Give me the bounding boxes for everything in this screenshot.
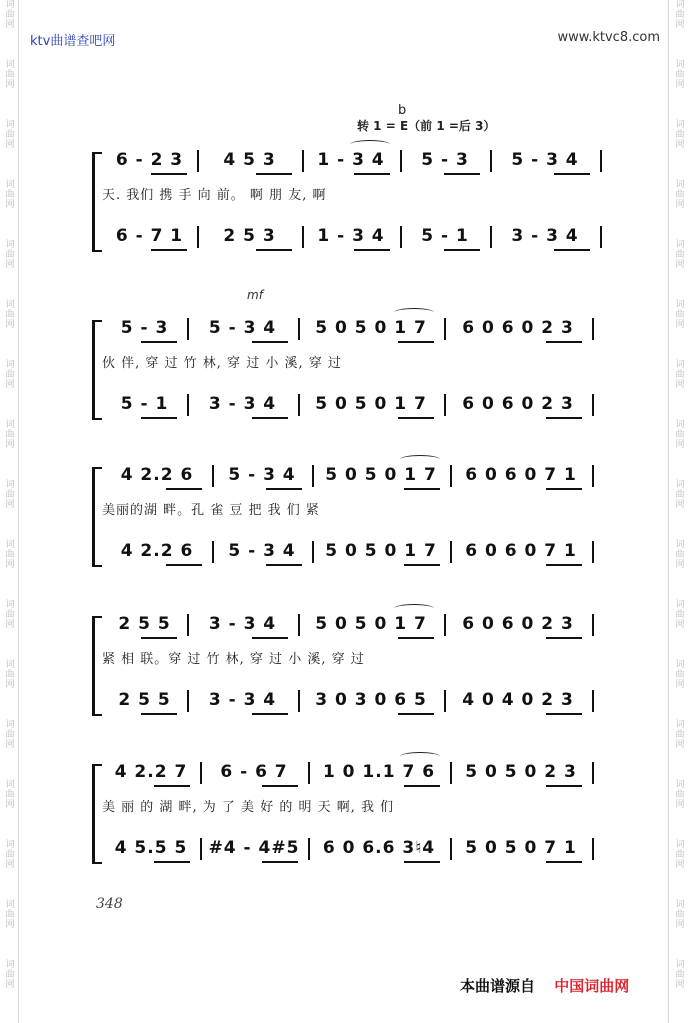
barline (592, 614, 594, 636)
eighth-note-beam (166, 564, 202, 566)
flat-sign: b (398, 103, 407, 118)
watermark-glyph: 词 (5, 960, 15, 970)
eighth-note-beam (252, 341, 288, 343)
barline (298, 690, 300, 712)
measure-notes: 6 - 2 3 (115, 150, 184, 170)
eighth-note-beam (354, 173, 390, 175)
measure-notes: 5 - 3 4 (208, 318, 277, 338)
header-site-url[interactable]: www.ktvc8.com (557, 30, 660, 45)
watermark-glyph: 词 (675, 180, 685, 190)
barline (444, 614, 446, 636)
watermark-glyph: 词 (675, 480, 685, 490)
measure-notes: 5 0 5 0 1 7 (315, 614, 427, 634)
measure-notes: 5 0 5 0 7 1 (465, 838, 577, 858)
upper-voice-line (0, 148, 690, 172)
key-change-marking (357, 103, 496, 134)
watermark-glyph: 曲 (5, 490, 15, 500)
watermark-glyph: 网 (5, 800, 15, 810)
eighth-note-beam (546, 785, 582, 787)
score-system (0, 463, 690, 573)
lyric-text: 美 丽 的 湖 畔, 为 了 美 好 的 明 天 啊, 我 们 (102, 800, 395, 815)
watermark-glyph: 词 (5, 660, 15, 670)
watermark-glyph: 网 (675, 140, 685, 150)
measure-notes: 5 - 1 (421, 226, 469, 246)
watermark-glyph: 词 (675, 60, 685, 70)
brace-cap-bottom (92, 418, 102, 420)
watermark-glyph: 曲 (675, 850, 685, 860)
watermark-glyph: 曲 (675, 490, 685, 500)
measure-notes: 4 2.2 7 (114, 762, 188, 782)
lyric-line (0, 352, 690, 376)
measure-notes: 6 0 6 0 2 3 (462, 394, 574, 414)
barline (302, 150, 304, 172)
watermark-glyph: 网 (675, 680, 685, 690)
watermark-glyph: 网 (675, 860, 685, 870)
eighth-note-beam (166, 488, 202, 490)
eighth-note-beam (266, 564, 302, 566)
watermark-glyph: 曲 (675, 610, 685, 620)
watermark-glyph: 曲 (5, 790, 15, 800)
barline (450, 762, 452, 784)
watermark-glyph-group (2, 720, 18, 750)
watermark-glyph: 网 (5, 320, 15, 330)
eighth-note-beam (141, 417, 177, 419)
measure-notes: 5 - 1 (120, 394, 169, 414)
eighth-note-beam (546, 637, 582, 639)
watermark-glyph: 曲 (675, 370, 685, 380)
watermark-glyph: 网 (5, 20, 15, 30)
watermark-glyph-group (2, 120, 18, 150)
watermark-glyph: 网 (5, 560, 15, 570)
measure-notes: 4 2.2 6 (120, 541, 194, 561)
score-system (0, 148, 690, 258)
lyric-text: 伙 伴, 穿 过 竹 林, 穿 过 小 溪, 穿 过 (102, 356, 342, 371)
eighth-note-beam (398, 713, 434, 715)
watermark-glyph: 曲 (5, 970, 15, 980)
watermark-glyph: 网 (675, 80, 685, 90)
measure-notes: 6 - 7 1 (115, 226, 184, 246)
measure-notes: 5 - 3 4 (511, 150, 579, 170)
eighth-note-beam (154, 785, 190, 787)
eighth-note-beam (256, 249, 292, 251)
barline (490, 226, 492, 248)
eighth-note-beam (354, 249, 390, 251)
measure-notes: 3 - 3 4 (208, 614, 277, 634)
footer-source-site[interactable]: 中国词曲网 (554, 977, 630, 995)
score-system (0, 760, 690, 870)
watermark-glyph: 曲 (5, 850, 15, 860)
upper-voice-line (0, 316, 690, 340)
barline (600, 150, 602, 172)
lyric-line (0, 796, 690, 820)
barline (197, 150, 199, 172)
barline (197, 226, 199, 248)
barline (400, 226, 402, 248)
watermark-glyph: 曲 (5, 670, 15, 680)
eighth-note-beam (444, 173, 480, 175)
measure-notes: 2 5 3 (223, 226, 276, 246)
measure-notes: 3 - 3 4 (208, 690, 277, 710)
dynamic-marking: mf (247, 288, 263, 302)
watermark-glyph: 网 (5, 860, 15, 870)
upper-voice-line (0, 612, 690, 636)
eighth-note-beam (404, 488, 440, 490)
barline (592, 394, 594, 416)
watermark-glyph: 词 (5, 180, 15, 190)
barline (302, 226, 304, 248)
header-site-name[interactable]: ktv曲谱查吧网 (30, 34, 116, 49)
watermark-glyph: 词 (675, 960, 685, 970)
barline (592, 541, 594, 563)
watermark-glyph: 词 (5, 900, 15, 910)
lower-voice-line (0, 224, 690, 248)
watermark-glyph: 曲 (5, 610, 15, 620)
measure-notes: #4 - 4#5 (208, 838, 300, 858)
watermark-glyph-group (2, 900, 18, 930)
watermark-glyph-group (2, 60, 18, 90)
watermark-glyph: 曲 (5, 10, 15, 20)
watermark-glyph: 词 (5, 600, 15, 610)
watermark-glyph: 词 (5, 60, 15, 70)
measure-notes: 6 0 6.6 3♮4 (322, 838, 436, 858)
watermark-glyph: 词 (5, 240, 15, 250)
eighth-note-beam (151, 173, 187, 175)
eighth-note-beam (444, 249, 480, 251)
key-change-text: 转 1 = E（前 1 =后 3） (357, 119, 496, 133)
measure-notes: 3 - 3 4 (208, 394, 277, 414)
score-system (0, 316, 690, 426)
measure-notes: 5 - 3 4 (228, 465, 296, 485)
eighth-note-beam (154, 861, 190, 863)
eighth-note-beam (404, 861, 440, 863)
barline (592, 762, 594, 784)
watermark-glyph: 网 (5, 620, 15, 630)
watermark-glyph: 词 (675, 240, 685, 250)
measure-notes: 3 - 3 4 (511, 226, 579, 246)
watermark-glyph: 曲 (5, 370, 15, 380)
measure-notes: 3 0 3 0 6 5 (315, 690, 427, 710)
footer-source (460, 975, 629, 996)
watermark-glyph-group (2, 960, 18, 990)
measure-notes: 5 0 5 0 1 7 (325, 541, 437, 561)
measure-notes: 4 2.2 6 (120, 465, 194, 485)
eighth-note-beam (262, 785, 298, 787)
watermark-glyph: 曲 (5, 550, 15, 560)
measure-notes: 2 5 5 (118, 614, 171, 634)
barline (187, 614, 189, 636)
eighth-note-beam (266, 488, 302, 490)
watermark-glyph: 网 (675, 20, 685, 30)
measure-notes: 5 0 5 0 2 3 (465, 762, 577, 782)
watermark-glyph: 曲 (5, 310, 15, 320)
barline (308, 838, 310, 860)
watermark-glyph: 网 (675, 800, 685, 810)
eighth-note-beam (546, 417, 582, 419)
measure-notes: 6 0 6 0 2 3 (462, 318, 574, 338)
eighth-note-beam (546, 564, 582, 566)
measure-notes: 4 5 3 (223, 150, 276, 170)
measure-notes: 5 0 5 0 1 7 (325, 465, 437, 485)
watermark-glyph: 网 (5, 200, 15, 210)
eighth-note-beam (256, 173, 292, 175)
slur-mark (350, 140, 390, 149)
barline (187, 394, 189, 416)
eighth-note-beam (141, 341, 177, 343)
barline (212, 541, 214, 563)
eighth-note-beam (398, 637, 434, 639)
measure-notes: 5 - 3 (120, 318, 169, 338)
watermark-glyph: 网 (675, 620, 685, 630)
eighth-note-beam (262, 861, 298, 863)
measure-notes: 6 0 6 0 2 3 (462, 614, 574, 634)
watermark-glyph: 曲 (675, 970, 685, 980)
barline (312, 541, 314, 563)
watermark-glyph: 网 (675, 500, 685, 510)
watermark-glyph: 网 (675, 320, 685, 330)
barline (592, 838, 594, 860)
watermark-glyph: 网 (675, 380, 685, 390)
measure-notes: 5 0 5 0 1 7 (315, 318, 427, 338)
barline (450, 838, 452, 860)
eighth-note-beam (546, 488, 582, 490)
eighth-note-beam (554, 249, 590, 251)
brace-cap-bottom (92, 565, 102, 567)
watermark-glyph: 词 (675, 900, 685, 910)
watermark-glyph: 曲 (5, 190, 15, 200)
measure-notes: 5 - 3 (421, 150, 469, 170)
watermark-glyph: 曲 (5, 70, 15, 80)
eighth-note-beam (398, 341, 434, 343)
measure-notes: 1 - 3 4 (317, 226, 385, 246)
watermark-glyph: 网 (675, 440, 685, 450)
watermark-glyph: 词 (675, 780, 685, 790)
slur-mark (400, 455, 440, 464)
watermark-glyph: 曲 (675, 130, 685, 140)
barline (200, 838, 202, 860)
watermark-glyph: 词 (5, 420, 15, 430)
watermark-glyph: 曲 (675, 310, 685, 320)
barline (490, 150, 492, 172)
watermark-glyph: 网 (5, 80, 15, 90)
watermark-glyph: 网 (5, 440, 15, 450)
watermark-glyph: 词 (5, 540, 15, 550)
watermark-glyph: 网 (5, 380, 15, 390)
watermark-glyph-group (672, 900, 688, 930)
barline (187, 318, 189, 340)
eighth-note-beam (398, 417, 434, 419)
watermark-glyph: 曲 (5, 730, 15, 740)
eighth-note-beam (546, 861, 582, 863)
watermark-glyph: 词 (675, 0, 685, 10)
watermark-glyph: 词 (5, 840, 15, 850)
eighth-note-beam (141, 713, 177, 715)
barline (444, 394, 446, 416)
watermark-glyph: 曲 (675, 190, 685, 200)
barline (308, 762, 310, 784)
watermark-glyph: 词 (675, 360, 685, 370)
watermark-glyph: 曲 (5, 430, 15, 440)
eighth-note-beam (554, 173, 590, 175)
watermark-glyph-group (672, 960, 688, 990)
watermark-glyph: 网 (675, 920, 685, 930)
barline (450, 541, 452, 563)
watermark-glyph: 网 (5, 920, 15, 930)
barline (592, 318, 594, 340)
slur-mark (394, 604, 434, 613)
barline (600, 226, 602, 248)
watermark-glyph: 词 (675, 600, 685, 610)
lyric-line (0, 184, 690, 208)
upper-voice-line (0, 760, 690, 784)
eighth-note-beam (546, 341, 582, 343)
watermark-glyph: 曲 (675, 250, 685, 260)
measure-notes: 6 - 6 7 (220, 762, 288, 782)
barline (298, 318, 300, 340)
slur-mark (394, 308, 434, 317)
watermark-glyph: 网 (5, 140, 15, 150)
lower-voice-line (0, 688, 690, 712)
watermark-glyph: 网 (5, 260, 15, 270)
page-number: 348 (96, 896, 123, 912)
brace-cap-bottom (92, 714, 102, 716)
measure-notes: 4 0 4 0 2 3 (462, 690, 574, 710)
watermark-glyph: 词 (675, 300, 685, 310)
watermark-glyph: 词 (5, 720, 15, 730)
barline (400, 150, 402, 172)
score-system (0, 612, 690, 722)
upper-voice-line (0, 463, 690, 487)
lyric-text: 美丽的湖 畔。孔 雀 豆 把 我 们 紧 (102, 503, 320, 518)
watermark-glyph: 曲 (675, 670, 685, 680)
watermark-glyph: 网 (675, 980, 685, 990)
watermark-glyph-group (2, 0, 18, 30)
eighth-note-beam (252, 417, 288, 419)
watermark-glyph: 词 (675, 540, 685, 550)
footer-source-label: 本曲谱源自 (460, 977, 536, 995)
lower-voice-line (0, 392, 690, 416)
watermark-glyph-group (672, 60, 688, 90)
watermark-glyph: 网 (5, 500, 15, 510)
barline (212, 465, 214, 487)
watermark-glyph: 词 (675, 840, 685, 850)
watermark-glyph: 词 (675, 660, 685, 670)
watermark-glyph: 曲 (5, 250, 15, 260)
watermark-glyph: 网 (5, 740, 15, 750)
eighth-note-beam (404, 785, 440, 787)
lyric-text: 天. 我们 携 手 向 前。 啊 朋 友, 啊 (102, 188, 327, 203)
lyric-line (0, 499, 690, 523)
measure-notes: 2 5 5 (118, 690, 171, 710)
eighth-note-beam (252, 637, 288, 639)
watermark-glyph: 词 (5, 780, 15, 790)
lyric-text: 紧 相 联。穿 过 竹 林, 穿 过 小 溪, 穿 过 (102, 652, 365, 667)
measure-notes: 5 - 3 4 (228, 541, 296, 561)
watermark-glyph: 网 (675, 260, 685, 270)
measure-notes: 1 - 3 4 (317, 150, 385, 170)
watermark-glyph: 词 (5, 300, 15, 310)
measure-notes: 1 0 1.1 7 6 (322, 762, 436, 782)
watermark-glyph: 网 (675, 560, 685, 570)
barline (298, 614, 300, 636)
measure-notes: 6 0 6 0 7 1 (465, 465, 577, 485)
watermark-glyph: 网 (675, 740, 685, 750)
watermark-glyph-group (672, 720, 688, 750)
slur-mark (400, 752, 440, 761)
measure-notes: 5 0 5 0 1 7 (315, 394, 427, 414)
watermark-glyph: 网 (675, 200, 685, 210)
watermark-glyph: 词 (675, 120, 685, 130)
watermark-glyph: 词 (5, 480, 15, 490)
watermark-glyph: 曲 (675, 550, 685, 560)
measure-notes: 6 0 6 0 7 1 (465, 541, 577, 561)
eighth-note-beam (252, 713, 288, 715)
watermark-glyph: 网 (5, 680, 15, 690)
barline (187, 690, 189, 712)
barline (592, 690, 594, 712)
watermark-glyph: 词 (5, 360, 15, 370)
barline (450, 465, 452, 487)
lower-voice-line (0, 539, 690, 563)
watermark-glyph: 网 (5, 980, 15, 990)
watermark-glyph: 曲 (675, 70, 685, 80)
watermark-glyph: 词 (675, 720, 685, 730)
eighth-note-beam (404, 564, 440, 566)
watermark-glyph-group (672, 120, 688, 150)
watermark-glyph: 词 (5, 0, 15, 10)
barline (200, 762, 202, 784)
watermark-glyph: 曲 (675, 790, 685, 800)
watermark-glyph: 词 (5, 120, 15, 130)
eighth-note-beam (546, 713, 582, 715)
barline (444, 318, 446, 340)
lyric-line (0, 648, 690, 672)
watermark-glyph: 曲 (675, 10, 685, 20)
watermark-glyph-group (672, 0, 688, 30)
brace-cap-bottom (92, 250, 102, 252)
barline (312, 465, 314, 487)
barline (444, 690, 446, 712)
watermark-glyph: 曲 (5, 910, 15, 920)
brace-cap-bottom (92, 862, 102, 864)
watermark-glyph: 曲 (675, 730, 685, 740)
barline (298, 394, 300, 416)
barline (592, 465, 594, 487)
lower-voice-line (0, 836, 690, 860)
watermark-glyph: 曲 (5, 130, 15, 140)
watermark-glyph: 词 (675, 420, 685, 430)
eighth-note-beam (151, 249, 187, 251)
eighth-note-beam (141, 637, 177, 639)
watermark-glyph: 曲 (675, 910, 685, 920)
measure-notes: 4 5.5 5 (114, 838, 188, 858)
watermark-glyph: 曲 (675, 430, 685, 440)
